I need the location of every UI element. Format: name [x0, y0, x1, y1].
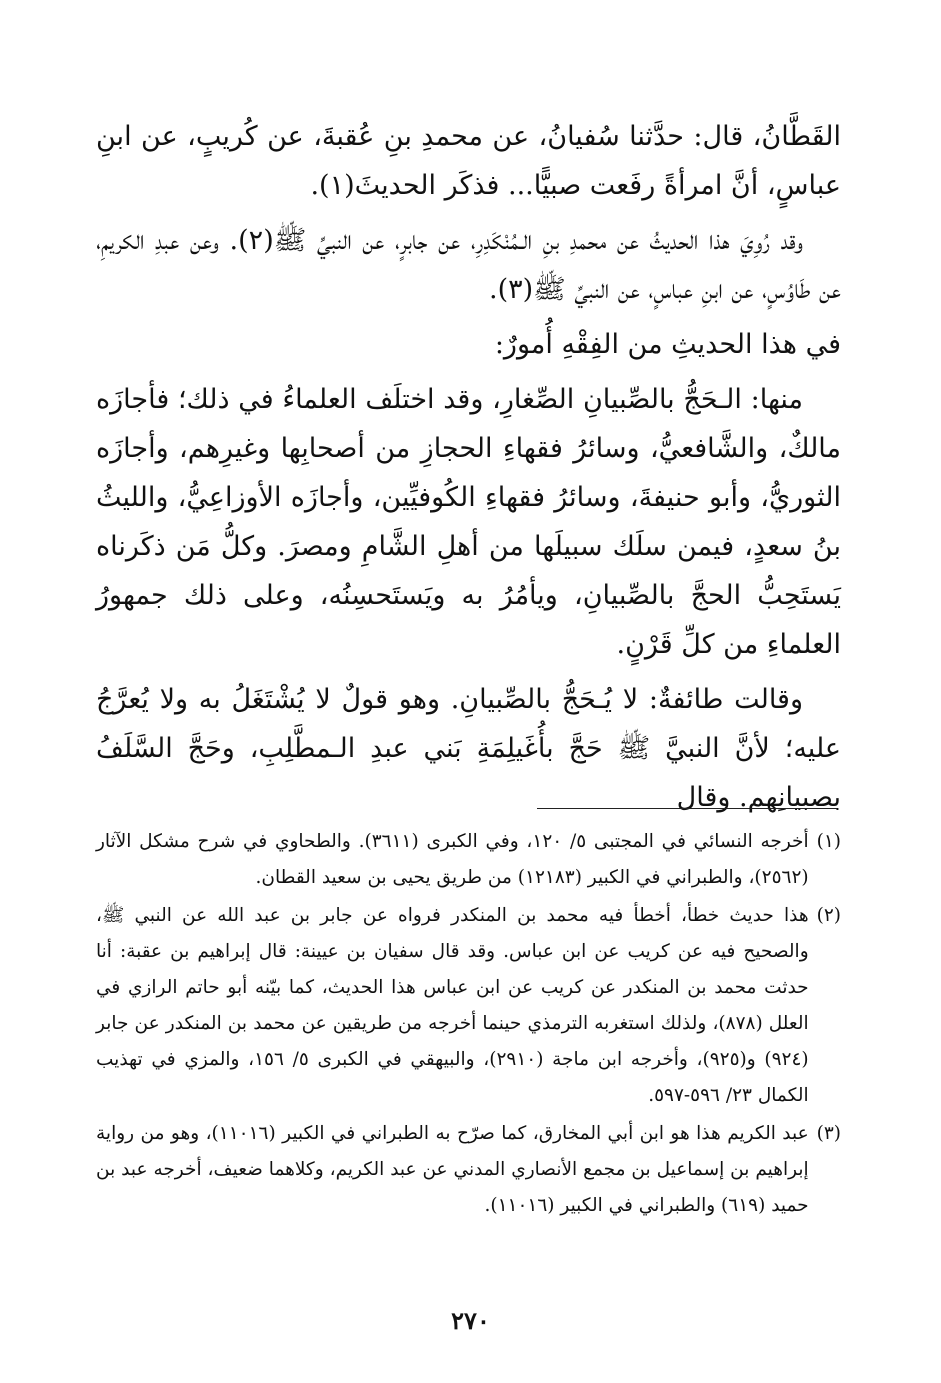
footnote-1 [96, 824, 841, 896]
footnote-number: (١) [816, 831, 841, 852]
footnote-number: (٣) [816, 1123, 841, 1144]
paragraph-2: وقد رُوِيَ هذا الحديثُ عن محمدِ بنِ الـمُنْكَدِرِ، عن جابرٍ، عن النبيِّ ﷺ(٢). وعن عبدِ الكريمِ، عن طَاوُسٍ، عن ابنِ عباسٍ، عن النبيِّ ﷺ(٣). [96, 225, 841, 305]
footnotes [96, 824, 841, 1226]
paragraph-5: وقالت طائفةٌ: لا يُـحَجُّ بالصِّبيانِ. وهو قولٌ لا يُشْتَغَلُ به ولا يُعرَّجُ عليه؛ لأنَّ النبيَّ ﷺ حَجَّ بأُغَيلِمَةِ بَني عبدِ الـمطَّلِبِ، وحَجَّ السَّلَفُ بصبيانِهم. وقال [96, 684, 841, 813]
footnote-text: أخرجه النسائي في المجتبى ٥/ ١٢٠، وفي الكبرى (٣٦١١). والطحاوي في شرح مشكل الآثار (٢٥٦٢)، والطبراني في الكبير (١٢١٨٣) من طريق يحيى بن سعيد القطان. [96, 831, 809, 888]
main-text [96, 112, 841, 828]
paragraph-1: القَطَّانُ، قال: حدَّثنا سُفيانُ، عن محمدِ بنِ عُقبةَ، عن كُريبٍ، عن ابنِ عباسٍ، أنَّ امرأةً رفَعت صبيًّا... فذكَر الحديثَ(١). [96, 121, 841, 201]
paragraph-3: في هذا الحديثِ من الفِقْهِ أُمورٌ: [494, 329, 841, 360]
footnote-text: عبد الكريم هذا هو ابن أبي المخارق، كما صرّح به الطبراني في الكبير (١١٠١٦)، وهو من رواية إبراهيم بن إسماعيل بن مجمع الأنصاري المدني عن عبد الكريم، وكلاهما ضعيف، أخرجه عبد بن حميد (٦١٩) والطبراني في الكبير (١١٠١٦). [96, 1123, 809, 1216]
footnote-2 [96, 898, 841, 1114]
footnote-separator [537, 808, 837, 809]
footnote-text: هذا حديث خطأ، أخطأ فيه محمد بن المنكدر فرواه عن جابر بن عبد الله عن النبي ﷺ، والصحيح فيه عن كريب عن ابن عباس. وقد قال سفيان بن عيينة: قال إبراهيم بن عقبة: أنا حدثت محمد بن المنكدر عن كريب عن ابن عباس هذا الحديث، كما بيّنه أبو حاتم الرازي في العلل (٨٧٨)، ولذلك استغربه الترمذي حينما أخرجه من طريقين عن محمد بن المنكدر عن جابر (٩٢٤) و(٩٢٥)، وأخرجه ابن ماجة (٢٩١٠)، والبيهقي في الكبرى ٥/ ١٥٦، والمزي في تهذيب الكمال ٢٣/ ٥٩٦-٥٩٧. [96, 905, 809, 1106]
paragraph-4: منها: الـحَجُّ بالصِّبيانِ الصِّغارِ، وقد اختلَف العلماءُ في ذلك؛ فأجازَه مالكٌ، والشَّافعيُّ، وسائرُ فقهاءِ الحجازِ من أصحابِها وغيرِهم، وأجازَه الثوريُّ، وأبو حنيفةَ، وسائرُ فقهاءِ الكُوفيِّين، وأجازَه الأوزاعِيُّ، والليثُ بنُ سعدٍ، فيمن سلَك سبيلَها من أهلِ الشَّامِ ومصرَ. وكلُّ مَن ذكَرناه يَستَحِبُّ الحجَّ بالصِّبيانِ، ويأمُرُ به ويَستَحسِنُه، وعلى ذلك جمهورُ العلماءِ من كلِّ قَرْنٍ. [96, 384, 841, 660]
footnote-number: (٢) [816, 905, 841, 926]
page-number: ٢٧٠ [451, 1306, 490, 1335]
footnote-3 [96, 1116, 841, 1224]
